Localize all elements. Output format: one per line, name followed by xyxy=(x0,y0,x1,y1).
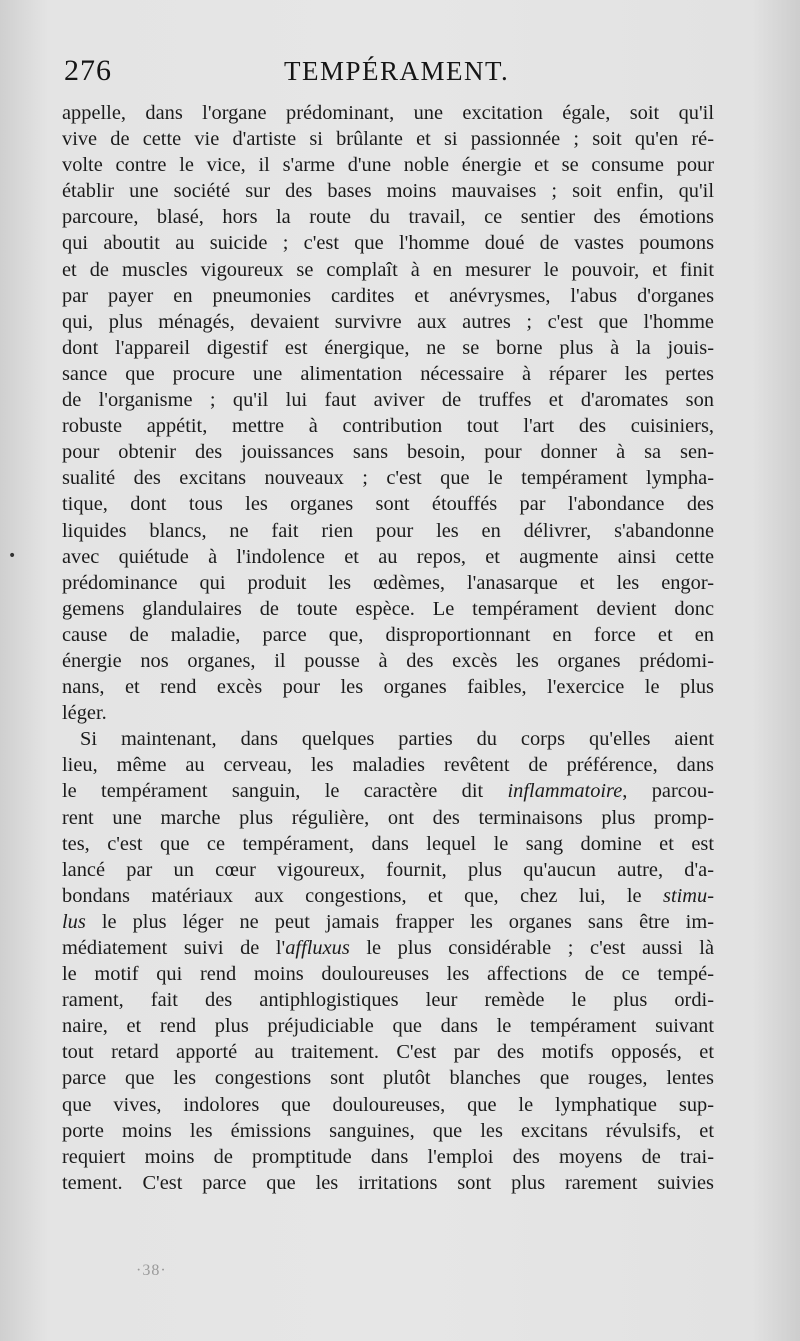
text-line: énergie nos organes, il pousse à des excès les organes prédomi- xyxy=(62,649,714,672)
text-run: le plus considérable ; c'est aussi là xyxy=(349,937,715,959)
text-line: tout retard apporté au traitement. C'est par des motifs opposés, et xyxy=(62,1041,714,1064)
text-line: prédominance qui produit les œdèmes, l'anasarque et les engor- xyxy=(62,571,714,594)
text-run: médiatement suivi de l' xyxy=(62,937,286,959)
text-line: tes, c'est que ce tempérament, dans lequel le sang domine et est xyxy=(62,832,714,855)
text-line: porte moins les émissions sanguines, que les excitans révulsifs, et xyxy=(62,1119,714,1142)
text-line: et de muscles vigoureux se complaît à en mesurer le pouvoir, et finit xyxy=(62,258,714,281)
text-run: le tempérament sanguin, le caractère dit xyxy=(62,780,508,803)
text-line: qui, plus ménagés, devaient survivre aux autres ; c'est que l'homme xyxy=(62,310,714,333)
text-line xyxy=(62,778,714,804)
text-line: parce que les congestions sont plutôt blanches que rouges, lentes xyxy=(62,1067,714,1090)
body-text xyxy=(62,100,714,1196)
text-line: établir une société sur des bases moins mauvaises ; soit enfin, qu'il xyxy=(62,180,714,203)
text-line: lancé par un cœur vigoureux, fournit, plus qu'aucun autre, d'a- xyxy=(62,858,714,881)
signature-mark: ·38· xyxy=(136,1262,167,1279)
text-line: nans, et rend excès pour les organes faibles, l'exercice le plus xyxy=(62,676,714,699)
text-line: cause de maladie, parce que, disproportionnant en force et en xyxy=(62,623,714,646)
text-line: volte contre le vice, il s'arme d'une noble énergie et se consume pour xyxy=(62,154,714,177)
text-run: le plus léger ne peut jamais frapper les organes sans être im- xyxy=(85,910,714,933)
text-line: Si maintenant, dans quelques parties du corps qu'elles aient xyxy=(80,728,714,751)
text-line: par payer en pneumonies cardites et anévrysmes, l'abus d'organes xyxy=(62,284,714,307)
text-line: requiert moins de promptitude dans l'emploi des moyens de trai- xyxy=(62,1145,714,1168)
text-line xyxy=(62,909,714,935)
text-line: pour obtenir des jouissances sans besoin, pour donner à sa sen- xyxy=(62,441,714,464)
text-line: liquides blancs, ne fait rien pour les en délivrer, s'abandonne xyxy=(62,519,714,542)
text-line: rament, fait des antiphlogistiques leur remède le plus ordi- xyxy=(62,989,714,1012)
text-line: dont l'appareil digestif est énergique, ne se borne plus à la jouis- xyxy=(62,336,714,359)
text-line: vive de cette vie d'artiste si brûlante et si passionnée ; soit qu'en ré- xyxy=(62,128,714,151)
text-line: de l'organisme ; qu'il lui faut aviver de truffes et d'aromates son xyxy=(62,389,714,412)
text-line: parcoure, blasé, hors la route du travail, ce sentier des émotions xyxy=(62,206,714,229)
text-line xyxy=(62,935,714,961)
text-run: bondans matériaux aux congestions, et que, chez lui, le xyxy=(62,884,664,907)
text-line: que vives, indolores que douloureuses, que le lymphatique sup- xyxy=(62,1093,714,1116)
text-line: qui aboutit au suicide ; c'est que l'homme doué de vastes poumons xyxy=(62,232,714,255)
text-line: appelle, dans l'organe prédominant, une excitation égale, soit qu'il xyxy=(62,102,714,124)
italic-term: lus xyxy=(62,910,86,933)
text-line: naire, et rend plus préjudiciable que dans le tempérament suivant xyxy=(62,1015,714,1038)
text-line: gemens glandulaires de toute espèce. Le tempérament devient donc xyxy=(62,597,714,620)
text-run: , parcou- xyxy=(622,780,714,803)
margin-mark: • xyxy=(8,548,17,564)
italic-term: inflammatoire xyxy=(507,780,623,803)
italic-term: stimu- xyxy=(663,884,714,907)
text-line: lieu, même au cerveau, les maladies revêtent de préférence, dans xyxy=(62,754,714,777)
text-line: avec quiétude à l'indolence et au repos, et augmente ainsi cette xyxy=(62,545,714,568)
text-line: sualité des excitans nouveaux ; c'est que le tempérament lympha- xyxy=(62,467,714,490)
text-line: léger. xyxy=(62,702,107,725)
text-line: rent une marche plus régulière, ont des terminaisons plus promp- xyxy=(62,806,714,829)
page-number: 276 xyxy=(64,54,112,87)
running-title: TEMPÉRAMENT. xyxy=(284,56,510,86)
text-line: sance que procure une alimentation nécessaire à réparer les pertes xyxy=(62,362,714,385)
text-line: tement. C'est parce que les irritations sont plus rarement suivies xyxy=(62,1171,714,1194)
text-line: le motif qui rend moins douloureuses les affections de ce tempé- xyxy=(62,963,714,986)
text-line: robuste appétit, mettre à contribution tout l'art des cuisiniers, xyxy=(62,415,714,438)
paragraph-2 xyxy=(62,726,714,1196)
italic-term: affluxus xyxy=(285,937,350,959)
text-line: tique, dont tous les organes sont étouffés par l'abondance des xyxy=(62,493,714,516)
text-line xyxy=(62,883,714,909)
page-header xyxy=(64,54,716,94)
paragraph-1 xyxy=(62,100,714,726)
